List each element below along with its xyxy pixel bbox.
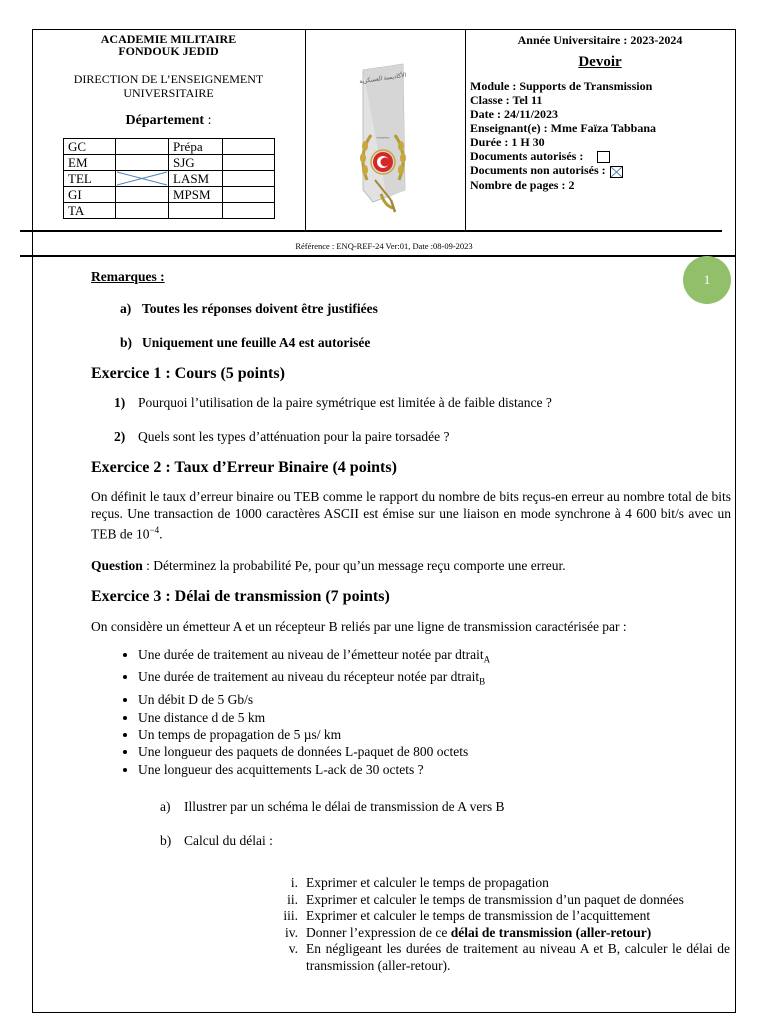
dept-cell	[169, 203, 223, 219]
roman-numeral: i.	[290, 875, 298, 890]
list-item	[138, 691, 731, 708]
department-label-text: Département	[125, 113, 205, 128]
list-item	[138, 668, 731, 691]
docs-authorized-row	[470, 149, 734, 163]
header-divider	[20, 230, 722, 232]
department-colon: :	[204, 113, 212, 128]
list-item	[138, 726, 731, 743]
classe: Classe : Tel 11	[470, 93, 543, 107]
exercise-2-paragraph	[91, 488, 731, 543]
department-table	[63, 138, 275, 219]
roman-item	[275, 925, 730, 942]
question-text: : Déterminez la probabilité Pe, pour qu’un message reçu comporte une erreur.	[142, 557, 566, 573]
question-item	[114, 394, 731, 411]
exam-content	[91, 268, 731, 849]
docs-authorized-label: Documents autorisés :	[470, 149, 584, 163]
department-row	[64, 155, 275, 171]
bullet-text: Une distance d de 5 km	[138, 709, 266, 725]
dept-check-cell	[223, 155, 275, 171]
roman-item	[275, 941, 730, 974]
question-label: 2)	[114, 429, 126, 444]
remark-text: Uniquement une feuille A4 est autorisée	[142, 335, 371, 350]
reference-divider	[20, 255, 736, 257]
dept-check-cell	[116, 155, 169, 171]
dept-cell: TA	[64, 203, 116, 219]
direction-line-1: DIRECTION DE L’ENSEIGNEMENT	[73, 72, 264, 86]
exponent: −4	[149, 525, 160, 535]
cross-mark-icon	[116, 171, 168, 186]
parameter-list	[91, 646, 731, 778]
page-number-badge: 1	[683, 256, 731, 304]
duration: Durée : 1 H 30	[470, 135, 545, 149]
sub-text: Calcul du délai :	[184, 832, 273, 848]
teacher: Enseignant(e) : Mme Faïza Tabbana	[470, 121, 657, 135]
exercise-1-title: Exercice 1 : Cours (5 points)	[91, 365, 285, 382]
paragraph-end: .	[159, 526, 163, 542]
institution-block	[32, 30, 306, 230]
exam-date: Date : 24/11/2023	[470, 107, 558, 121]
bullet-text: Un débit D de 5 Gb/s	[138, 692, 254, 708]
dept-cell: GI	[64, 187, 116, 203]
bullet-text: Une durée de traitement au niveau du récepteur notée par dtrait	[138, 669, 480, 685]
list-item	[138, 761, 731, 778]
roman-text-bold: délai de transmission (aller-retour)	[450, 924, 652, 940]
dept-check-cell	[223, 187, 275, 203]
dept-cell: TEL	[64, 171, 116, 187]
exercise-2-title: Exercice 2 : Taux d’Erreur Binaire (4 points)	[91, 459, 397, 476]
institution-line-2: FONDOUK JEDID	[118, 44, 219, 58]
docs-not-authorized-checkbox	[610, 166, 623, 178]
dept-check-cell	[223, 171, 275, 187]
bullet-text: Une longueur des acquittements L-ack de 30 octets ?	[138, 761, 424, 777]
department-row	[64, 139, 275, 155]
list-item	[138, 709, 731, 726]
list-item	[138, 646, 731, 669]
institution-name	[32, 33, 305, 57]
dept-cell: MPSM	[169, 187, 223, 203]
dept-check-cell	[116, 187, 169, 203]
roman-item	[275, 892, 730, 909]
question-label: Question	[91, 557, 143, 573]
svg-text:~~~~: ~~~~	[376, 136, 390, 142]
roman-numeral: v.	[288, 941, 298, 956]
institution-line-1: ACADEMIE MILITAIRE	[100, 32, 237, 46]
exercise-3-intro: On considère un émetteur A et un récepteur B reliés par une ligne de transmission caractérisée par :	[91, 618, 627, 634]
dept-check-cell	[116, 203, 169, 219]
sub-label: b)	[160, 832, 172, 848]
page-count: Nombre de pages : 2	[470, 177, 575, 192]
direction-name	[32, 72, 305, 100]
exercise-2-question	[91, 557, 731, 574]
roman-numeral: iv.	[285, 924, 298, 940]
docs-not-authorized-label: Documents non autorisés :	[470, 163, 606, 178]
subscript: A	[483, 654, 491, 665]
roman-list	[275, 875, 730, 974]
exam-info-block	[466, 30, 734, 230]
exam-details	[470, 79, 734, 192]
remark-item	[120, 334, 731, 351]
department-row	[64, 203, 275, 219]
reference-line: Référence : ENQ-REF-24 Ver:01, Date :08-09-2023	[295, 241, 473, 251]
dept-cell: Prépa	[169, 139, 223, 155]
question-label: 1)	[114, 395, 126, 410]
direction-line-2: UNIVERSITAIRE	[123, 86, 214, 100]
roman-text: Exprimer et calculer le temps de transmission de l’acquittement	[306, 908, 651, 923]
question-text: Pourquoi l’utilisation de la paire symétrique est limitée à de faible distance ?	[138, 395, 552, 410]
sub-question-b	[160, 832, 731, 849]
document-type: Devoir	[578, 54, 622, 70]
roman-item	[275, 908, 730, 925]
department-row	[64, 187, 275, 203]
emblem-block	[305, 30, 466, 230]
question-item	[114, 428, 731, 445]
academic-year: Année Universitaire : 2023-2024	[517, 33, 683, 47]
list-item	[138, 743, 731, 760]
dept-cell: LASM	[169, 171, 223, 187]
roman-item	[275, 875, 730, 892]
bullet-text: Un temps de propagation de 5 µs/ km	[138, 727, 342, 743]
dept-check-cell	[223, 203, 275, 219]
roman-numeral: iii.	[283, 908, 298, 923]
subscript: B	[479, 677, 486, 688]
sub-label: a)	[160, 798, 171, 814]
remarks-title: Remarques :	[91, 269, 165, 284]
roman-text: En négligeant les durées de traitement au niveau A et B, calculer le délai de transmission (aller-retour).	[306, 941, 730, 973]
academy-emblem-icon	[305, 30, 465, 230]
emblem-script: الأكاديمية العسكرية	[358, 72, 407, 86]
dept-check-cell-crossed	[116, 171, 169, 187]
paragraph-text: On définit le taux d’erreur binaire ou TEB comme le rapport du nombre de bits reçus-en erreur au nombre total de bits reçus. Une transaction de 1000 caractères ASCII est émise sur une liaison en mode synchrone à 4 600 bit/s avec un TEB de 10	[91, 489, 731, 542]
remark-item	[120, 300, 731, 317]
remark-label: b)	[120, 335, 133, 350]
docs-not-authorized-row	[470, 163, 734, 177]
document-header	[32, 29, 736, 231]
dept-check-cell	[116, 139, 169, 155]
exercise-3-title: Exercice 3 : Délai de transmission (7 points)	[91, 587, 390, 605]
department-label	[32, 113, 305, 129]
docs-authorized-checkbox	[597, 151, 610, 163]
roman-text: Exprimer et calculer le temps de propagation	[306, 875, 549, 890]
roman-text: Exprimer et calculer le temps de transmission d’un paquet de données	[306, 891, 684, 907]
module: Module : Supports de Transmission	[470, 79, 653, 93]
remark-label: a)	[120, 301, 132, 316]
dept-check-cell	[223, 139, 275, 155]
sub-question-a	[160, 798, 731, 815]
department-row	[64, 171, 275, 187]
remark-text: Toutes les réponses doivent être justifiées	[142, 301, 378, 316]
dept-cell: GC	[64, 139, 116, 155]
roman-numeral: ii.	[287, 891, 298, 907]
roman-text	[306, 925, 730, 942]
question-text: Quels sont les types d’atténuation pour la paire torsadée ?	[138, 429, 450, 444]
sub-text: Illustrer par un schéma le délai de transmission de A vers B	[184, 798, 505, 814]
checked-x-icon	[611, 167, 622, 177]
dept-cell: EM	[64, 155, 116, 171]
roman-text-normal: Donner l’expression de ce	[306, 924, 451, 940]
bullet-text: Une durée de traitement au niveau de l’émetteur notée par dtrait	[138, 646, 484, 662]
bullet-text: Une longueur des paquets de données L-paquet de 800 octets	[138, 744, 469, 760]
dept-cell: SJG	[169, 155, 223, 171]
